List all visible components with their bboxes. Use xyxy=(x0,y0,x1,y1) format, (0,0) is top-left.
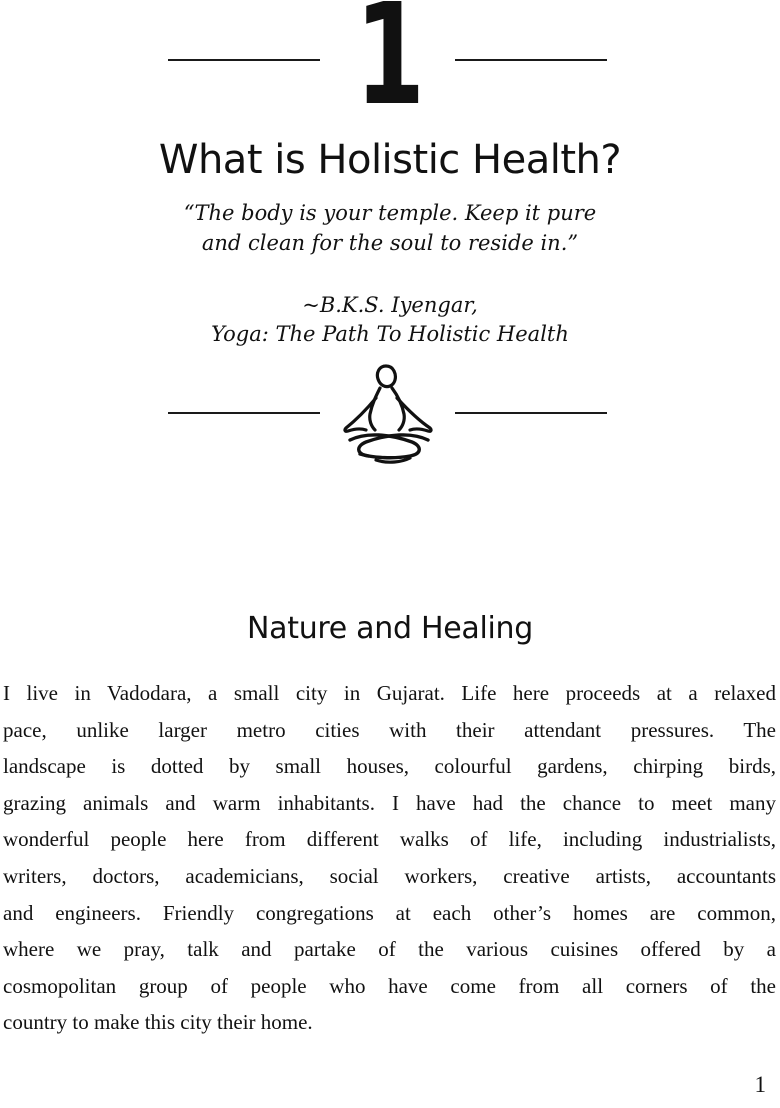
epigraph-quote-line-2: and clean for the soul to reside in.” xyxy=(201,231,579,255)
meditation-figure-icon xyxy=(336,358,442,470)
paragraph-line: where we pray, talk and partake of the various cuisines offered by a xyxy=(3,937,776,962)
epigraph-quote-line-1: “The body is your temple. Keep it pure xyxy=(183,201,597,225)
paragraph-line: and engineers. Friendly congregations at each other’s homes are common, xyxy=(3,900,776,925)
paragraph-line: I live in Vadodara, a small city in Gujarat. Life here proceeds at a relaxed xyxy=(3,681,776,705)
body-paragraph xyxy=(3,675,776,1041)
epigraph-source: Yoga: The Path To Holistic Health xyxy=(211,322,569,346)
paragraph-line: landscape is dotted by small houses, colourful gardens, chirping birds, xyxy=(3,754,776,779)
chapter-number: 1 xyxy=(354,0,426,137)
ornament-rule-left xyxy=(168,412,320,414)
paragraph-line: pace, unlike larger metro cities with their attendant pressures. The xyxy=(3,717,776,742)
page-number: 1 xyxy=(754,1072,766,1097)
paragraph-line: wonderful people here from different walks of life, including industrialists, xyxy=(3,827,776,852)
paragraph-line: grazing animals and warm inhabitants. I have had the chance to meet many xyxy=(3,790,776,815)
paragraph-line: cosmopolitan group of people who have come from all corners of the xyxy=(3,973,776,998)
epigraph-author: ~B.K.S. Iyengar, xyxy=(302,293,478,317)
paragraph-line: country to make this city their home. xyxy=(3,1010,313,1035)
paragraph-line: writers, doctors, academicians, social workers, creative artists, accountants xyxy=(3,863,776,888)
chapter-title: What is Holistic Health? xyxy=(158,137,622,183)
ornament-rule-right xyxy=(455,412,607,414)
section-heading: Nature and Healing xyxy=(247,611,533,646)
